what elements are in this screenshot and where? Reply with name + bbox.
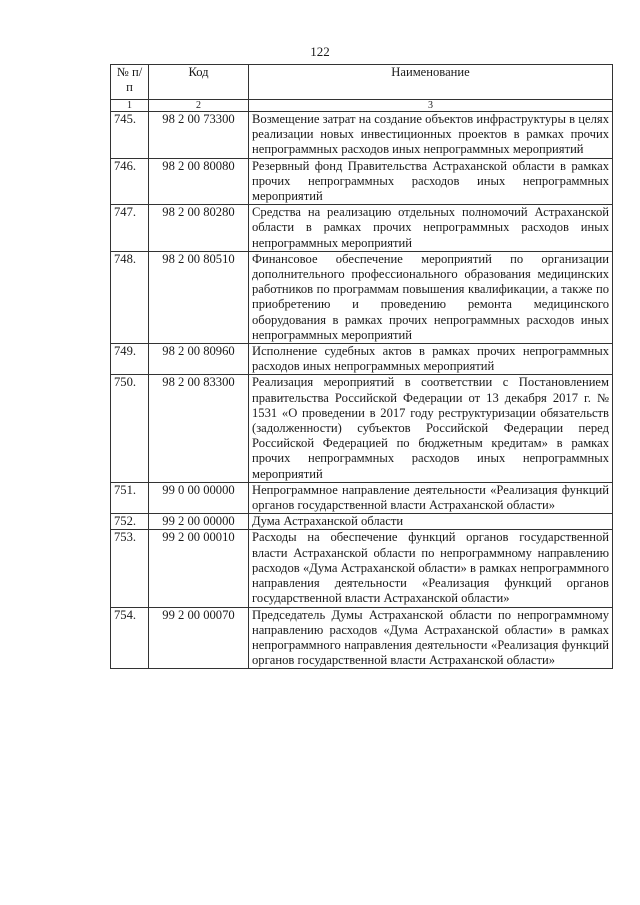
row-code: 99 2 00 00010 bbox=[149, 530, 249, 607]
row-num: 749. bbox=[111, 344, 149, 375]
row-name: Средства на реализацию отдельных полномочий Астраханской области в рамках прочих непрограммных расходов иных непрограммных мероприятий bbox=[249, 205, 613, 252]
row-code: 99 2 00 00070 bbox=[149, 607, 249, 669]
row-num: 745. bbox=[111, 112, 149, 159]
row-num: 751. bbox=[111, 482, 149, 513]
row-code: 98 2 00 80960 bbox=[149, 344, 249, 375]
table-row bbox=[111, 375, 613, 482]
row-code: 98 2 00 80510 bbox=[149, 251, 249, 343]
table-row bbox=[111, 607, 613, 669]
page-number: 122 bbox=[310, 44, 330, 59]
row-num: 747. bbox=[111, 205, 149, 252]
table-row bbox=[111, 482, 613, 513]
row-num: 750. bbox=[111, 375, 149, 482]
table-row bbox=[111, 251, 613, 343]
table-row bbox=[111, 112, 613, 159]
row-code: 99 2 00 00000 bbox=[149, 514, 249, 530]
row-num: 754. bbox=[111, 607, 149, 669]
column-number-2: 2 bbox=[149, 100, 249, 112]
row-name: Расходы на обеспечение функций органов государственной власти Астраханской области по непрограммному направлению расходов «Дума Астраханской области» в рамках непрограммного направления деятельности «Реализация функций органов государственной власти Астраханской области» bbox=[249, 530, 613, 607]
row-num: 748. bbox=[111, 251, 149, 343]
register-table bbox=[110, 64, 613, 669]
row-code: 99 0 00 00000 bbox=[149, 482, 249, 513]
column-number-1: 1 bbox=[111, 100, 149, 112]
row-name: Председатель Думы Астраханской области по непрограммному направлению расходов «Дума Астраханской области» в рамках непрограммного направления деятельности «Реализация функций органов государственной власти Астраханской области» bbox=[249, 607, 613, 669]
header-name: Наименование bbox=[249, 65, 613, 100]
row-name: Непрограммное направление деятельности «Реализация функций органов государственной власти Астраханской области» bbox=[249, 482, 613, 513]
table-row bbox=[111, 530, 613, 607]
row-name: Возмещение затрат на создание объектов инфраструктуры в целях реализации новых инвестиционных проектов в рамках прочих непрограммных расходов иных непрограммных мероприятий bbox=[249, 112, 613, 159]
row-code: 98 2 00 80280 bbox=[149, 205, 249, 252]
row-name: Исполнение судебных актов в рамках прочих непрограммных расходов иных непрограммных мероприятий bbox=[249, 344, 613, 375]
row-code: 98 2 00 83300 bbox=[149, 375, 249, 482]
row-num: 752. bbox=[111, 514, 149, 530]
table-row bbox=[111, 158, 613, 205]
table-row bbox=[111, 344, 613, 375]
row-name: Реализация мероприятий в соответствии с Постановлением правительства Российской Федерации от 13 декабря 2017 г. № 1531 «О проведении в 2017 году реструктуризации обязательств (задолженности) субъектов Российской Федерации перед Российской Федерацией по бюджетным кредитам» в рамках прочих непрограммных расходов иных непрограммных мероприятий bbox=[249, 375, 613, 482]
row-num: 746. bbox=[111, 158, 149, 205]
row-num: 753. bbox=[111, 530, 149, 607]
row-name: Финансовое обеспечение мероприятий по организации дополнительного профессионального образования медицинских работников по программам повышения квалификации, а также по приобретению и проведению ремонта медицинского оборудования в рамках прочих непрограммных расходов иных непрограммных мероприятий bbox=[249, 251, 613, 343]
table-row bbox=[111, 205, 613, 252]
column-number-3: 3 bbox=[249, 100, 613, 112]
row-name: Дума Астраханской области bbox=[249, 514, 613, 530]
row-name: Резервный фонд Правительства Астраханской области в рамках прочих непрограммных расходов иных непрограммных мероприятий bbox=[249, 158, 613, 205]
table-row bbox=[111, 514, 613, 530]
header-row bbox=[111, 65, 613, 100]
column-number-row bbox=[111, 100, 613, 112]
header-code: Код bbox=[149, 65, 249, 100]
row-code: 98 2 00 80080 bbox=[149, 158, 249, 205]
header-num: № п/п bbox=[111, 65, 149, 100]
row-code: 98 2 00 73300 bbox=[149, 112, 249, 159]
